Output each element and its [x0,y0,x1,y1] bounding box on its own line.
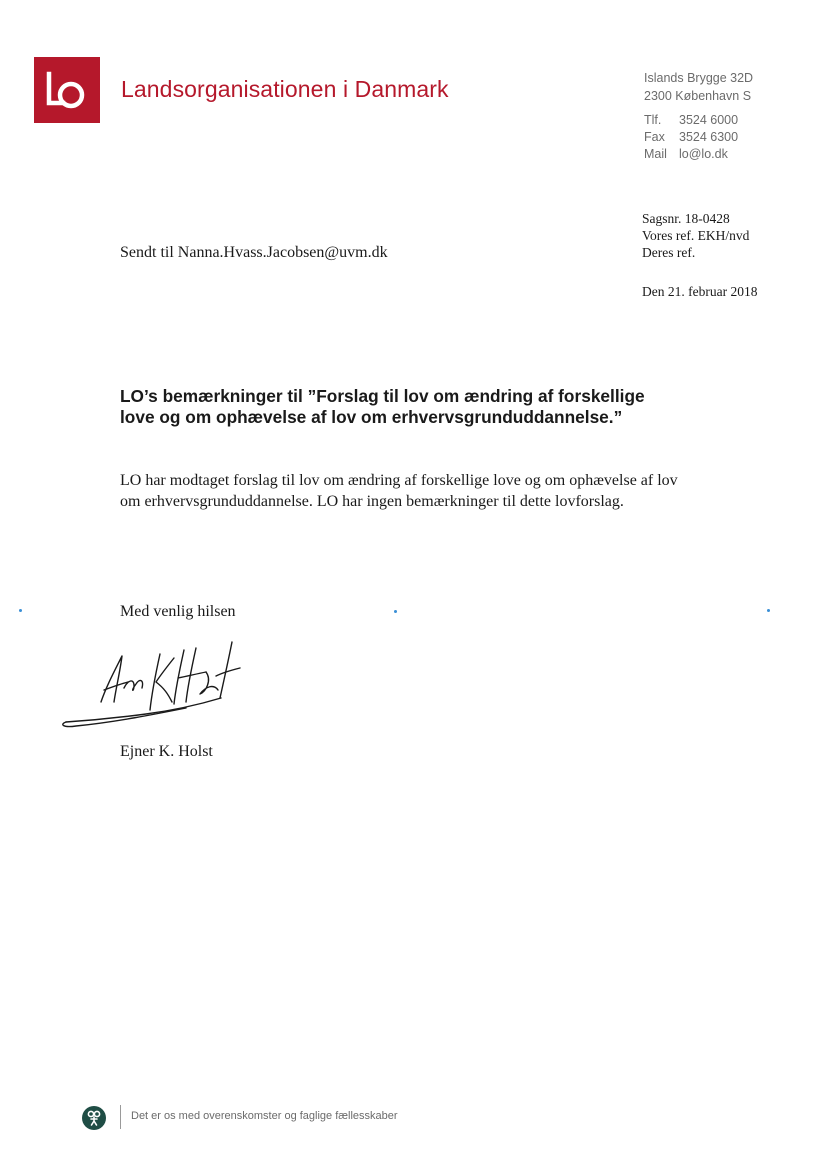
mail-address: lo@lo.dk [679,147,728,161]
fax-label: Fax [644,130,665,144]
scan-dot [19,609,22,612]
handwritten-signature [56,632,246,742]
phone-label: Tlf. [644,113,662,127]
people-icon [82,1106,106,1130]
phone-number: 3524 6000 [679,113,739,127]
address-line-2: 2300 København S [644,89,752,103]
fax-number: 3524 6300 [679,130,739,144]
recipient-line: Sendt til Nanna.Hvass.Jacobsen@uvm.dk [120,244,388,261]
fax-row [644,130,738,144]
our-reference: Vores ref. EKH/nvd [642,228,750,243]
scan-dot [394,610,397,613]
letter-date: Den 21. februar 2018 [642,284,758,299]
lo-logo-icon [34,57,100,123]
closing-greeting: Med venlig hilsen [120,603,236,620]
case-number: Sagsnr. 18-0428 [642,211,730,226]
footer-tagline: Det er os med overenskomster og faglige fællesskaber [131,1110,398,1122]
letter-heading: LO’s bemærkninger til ”Forslag til lov om ændring af forskellige love og om ophævelse af lov om erhvervsgrunduddannelse.” [120,386,645,427]
mail-label: Mail [644,147,667,161]
letter-body: LO har modtaget forslag til lov om ændring af forskellige love og om ophævelse af lov om erhvervsgrunduddannelse. LO har ingen bemærkninger til dette lovforslag. [120,472,678,510]
signer-name: Ejner K. Holst [120,743,213,760]
lo-logo [34,57,100,123]
phone-row [644,113,738,127]
address-line-1: Islands Brygge 32D [644,71,754,85]
your-reference: Deres ref. [642,245,696,260]
footer-divider [120,1105,121,1129]
scan-dot [767,609,770,612]
organization-name: Landsorganisationen i Danmark [121,76,449,102]
mail-row [644,147,728,161]
